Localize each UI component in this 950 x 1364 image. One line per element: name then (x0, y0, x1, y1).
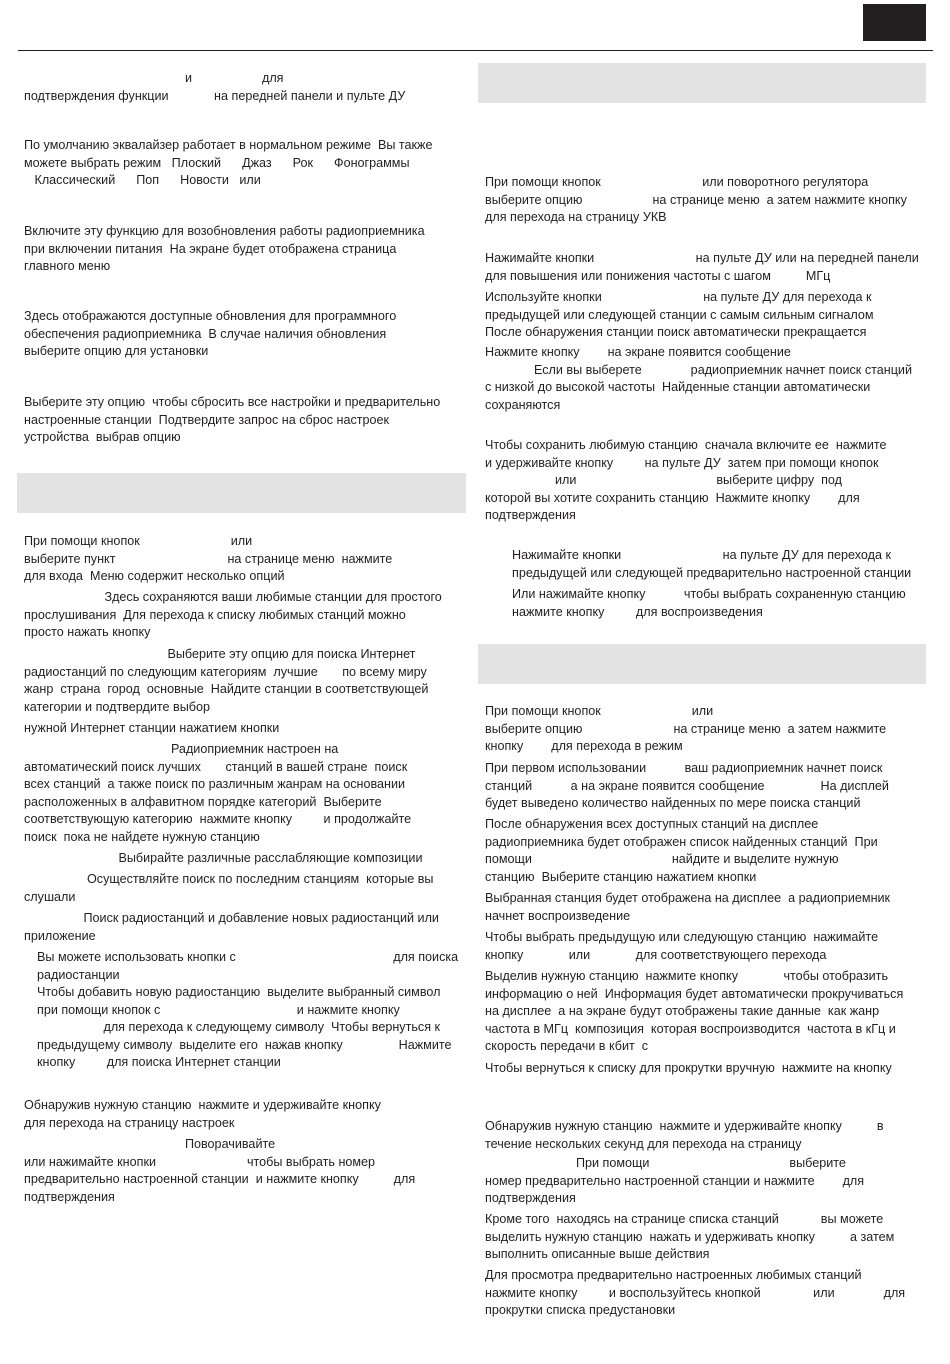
text-line: радиоприемника будет отображен список найденных станций При (485, 834, 878, 849)
text-line: настроенные станции Подтвердите запрос на сброс настроек (24, 412, 390, 427)
text-line: выделить нужную станцию нажать и удерживать кнопку а затем (485, 1229, 895, 1244)
text-line: нажмите кнопку для воспроизведения (512, 604, 763, 619)
text-line: По умолчанию эквалайзер работает в нормальном режиме Вы также (24, 138, 433, 152)
paragraph-station-info (485, 968, 903, 1056)
text-line: предварительно настроенной станции и нажмите кнопку для (24, 1172, 416, 1186)
text-line: течение нескольких секунд для перехода на страницу (485, 1136, 802, 1151)
text-line: Поиск радиостанций и добавление новых радиостанций или (24, 911, 439, 925)
text-line: для перехода к следующему символу Чтобы вернуться к (37, 1020, 441, 1034)
text-line: начнет воспроизведение (485, 908, 631, 923)
paragraph-save-preset (485, 437, 887, 525)
text-line: Осуществляйте поиск по последним станциям которые вы (24, 872, 434, 886)
text-line: категории и подтвердите выбор (24, 699, 210, 714)
paragraph-next-prev (485, 929, 878, 964)
text-line: сохраняются (485, 397, 561, 412)
text-line: После обнаружения всех доступных станций на дисплее (485, 817, 819, 831)
text-line: или выберите цифру под (485, 473, 843, 487)
text-line: Для просмотра предварительно настроенных любимых станций (485, 1268, 862, 1282)
text-line: с низкой до высокой частоты Найденные станции автоматически (485, 380, 871, 394)
paragraph-preset-scroll (485, 1267, 905, 1320)
paragraph-menu-select (24, 533, 392, 586)
text-line: нажмите кнопку и воспользуйтесь кнопкой или для (485, 1285, 906, 1300)
paragraph-software-update (24, 308, 396, 361)
text-line: для перехода на страницу настроек (24, 1115, 235, 1130)
text-line: которой вы хотите сохранить станцию Нажмите кнопку для (485, 490, 860, 505)
text-line: подтверждения (485, 1191, 576, 1205)
text-line: Чтобы добавить новую радиостанцию выделите выбранный символ (37, 985, 441, 999)
paragraph-station-list (24, 646, 428, 716)
text-line: информацию о ней Информация будет автоматически прокручиваться (485, 986, 904, 1001)
text-line: Нажимайте кнопки на пульте ДУ для перехода к (512, 548, 892, 562)
text-line: Если вы выберете радиоприемник начнет поиск станций (485, 362, 912, 377)
text-line: При первом использовании ваш радиоприемник начнет поиск (485, 761, 883, 775)
paragraph-station-found (485, 816, 878, 886)
paragraph-hold-settings (24, 1097, 381, 1132)
paragraph-auto-search (24, 741, 411, 846)
text-line: обеспечения радиоприемника В случае наличия обновления (24, 326, 387, 341)
paragraph-favorites (24, 589, 442, 642)
text-line: номер предварительно настроенной станции и нажмите для (485, 1173, 865, 1188)
text-line: выполнить описанные выше действия (485, 1247, 710, 1261)
text-line: Используйте кнопки на пульте ДУ для перехода к (485, 290, 872, 304)
text-line: Нажмите кнопку на экране появится сообщение (485, 345, 791, 359)
paragraph-relax (24, 850, 423, 868)
text-line: выберите пункт на странице меню нажмите (24, 551, 393, 566)
text-line: подтверждения (485, 508, 576, 522)
text-line: При помощи кнопок или (485, 704, 714, 718)
text-line: Выберите эту опцию для поиска Интернет (24, 647, 416, 661)
text-line: станций а на экране появится сообщение На дисплей (485, 778, 889, 793)
section-header-bar-left (17, 473, 466, 513)
text-line: можете выбрать режим Плоский Джаз Рок Фонограммы (24, 155, 410, 170)
text-line: При помощи кнопок или (24, 534, 253, 548)
text-line: Или нажимайте кнопку чтобы выбрать сохраненную станцию (512, 587, 906, 601)
paragraph-search-instructions (37, 949, 458, 1072)
text-line: Выбранная станция будет отображена на дисплее а радиоприемник (485, 891, 891, 905)
text-line: выберите опцию на странице меню а затем нажмите (485, 721, 887, 736)
text-line: кнопку или для соответствующего перехода (485, 947, 827, 962)
paragraph-station-list-hold (485, 1211, 894, 1264)
paragraph-preset-playback (512, 586, 906, 621)
text-line: или нажимайте кнопки чтобы выбрать номер (24, 1154, 376, 1169)
text-line: при включении питания На экране будет отображена страница (24, 241, 397, 256)
text-line: нужной Интернет станции нажатием кнопки (24, 721, 280, 735)
text-line: всех станций а также поиск по различным жанрам на основании (24, 777, 406, 791)
page-corner-tab (863, 4, 926, 41)
text-line: прослушивания Для перехода к списку любимых станций можно (24, 607, 406, 622)
text-line: соответствующую категорию нажмите кнопку и продолжайте (24, 812, 412, 826)
paragraph-scan (485, 344, 912, 414)
text-line: Чтобы выбрать предыдущую или следующую станцию нажимайте (485, 930, 879, 944)
paragraph-preset-confirm (485, 1155, 864, 1208)
paragraph-fm-enter (485, 174, 907, 227)
paragraph-equalizer (24, 137, 432, 190)
text-line: Здесь сохраняются ваши любимые станции для простого (24, 590, 442, 604)
text-line: Выбирайте различные расслабляющие композиции (24, 851, 423, 865)
text-line: скорость передачи в кбит с (485, 1039, 649, 1053)
text-line: просто нажать кнопку (24, 625, 151, 639)
text-line: главного меню (24, 259, 111, 273)
text-line: кнопку для поиска Интернет станции (37, 1055, 281, 1069)
text-line: Кроме того находясь на странице списка станций вы можете (485, 1212, 884, 1226)
section-header-bar-right-top (478, 63, 926, 103)
text-line: выберите опцию на странице меню а затем нажмите кнопку (485, 192, 907, 207)
paragraph-hold-preset (485, 1118, 884, 1153)
text-line: Нажимайте кнопки на пульте ДУ или на передней панели (485, 251, 919, 265)
paragraph-preset-select (24, 1136, 415, 1206)
text-line: приложение (24, 928, 96, 943)
paragraph-preset-navigation (512, 547, 911, 582)
paragraph-search-add (24, 910, 439, 945)
paragraph-first-scan (485, 760, 889, 813)
paragraph-playback-start (485, 890, 890, 925)
text-line: предыдущей или следующей станции с самым сильным сигналом (485, 307, 874, 322)
header-rule (18, 50, 933, 51)
paragraph-power-resume (24, 223, 425, 276)
text-line: автоматический поиск лучших станций в вашей стране поиск (24, 759, 408, 774)
paragraph-seek (485, 289, 874, 342)
paragraph-factory-reset (24, 394, 440, 447)
text-line: слушали (24, 889, 76, 904)
text-line: После обнаружения станции поиск автоматически прекращается (485, 325, 867, 339)
text-line: будет выведено количество найденных по мере поиска станций (485, 796, 861, 810)
text-line: для перехода на страницу УКВ (485, 210, 667, 224)
text-line: жанр страна город основные Найдите станции в соответствующей (24, 682, 429, 696)
text-line: подтверждения функции на передней панели и пульте ДУ (24, 88, 406, 103)
text-line: При помощи кнопок или поворотного регулятора (485, 175, 869, 189)
paragraph-dab-enter (485, 703, 886, 756)
text-line: прокрутки списка предустановки (485, 1303, 676, 1317)
text-line: предыдущему символу выделите его нажав кнопку Нажмите (37, 1037, 452, 1052)
text-line: Радиоприемник настроен на (24, 742, 339, 756)
text-line: для повышения или понижения частоты с шагом МГц (485, 268, 831, 283)
text-line: Обнаружив нужную станцию нажмите и удерживайте кнопку в (485, 1119, 884, 1133)
text-line: и для (24, 71, 284, 85)
paragraph-recent (24, 871, 434, 906)
text-line: выберите опцию для установки (24, 344, 209, 358)
text-line: устройства выбрав опцию (24, 430, 181, 444)
text-line: поиск пока не найдете нужную станцию (24, 829, 260, 844)
paragraph-confirm-function (24, 70, 405, 105)
text-line: Чтобы сохранить любимую станцию сначала включите ее нажмите (485, 438, 887, 452)
text-line: помощи найдите и выделите нужную (485, 852, 839, 866)
paragraph-select-station (24, 720, 279, 738)
text-line: радиостанции (37, 967, 120, 982)
text-line: радиостанций по следующим категориям лучшие по всему миру (24, 664, 427, 679)
text-line: Поворачивайте (24, 1137, 276, 1151)
text-line: Чтобы вернуться к списку для прокрутки вручную нажмите на кнопку (485, 1061, 892, 1075)
text-line: При помощи выберите (485, 1156, 846, 1170)
text-line: подтверждения (24, 1189, 115, 1204)
text-line: частота в МГц композиция которая воспроизводится частота в кГц и (485, 1021, 896, 1036)
text-line: для входа Меню содержит несколько опций (24, 569, 285, 583)
text-line: Выберите эту опцию чтобы сбросить все настройки и предварительно (24, 395, 441, 409)
text-line: Включите эту функцию для возобновления работы радиоприемника (24, 224, 425, 238)
text-line: при помощи кнопок с и нажмите кнопку (37, 1002, 400, 1017)
text-line: станцию Выберите станцию нажатием кнопки (485, 869, 757, 884)
text-line: Классический Поп Новости или (24, 173, 261, 187)
text-line: предыдущей или следующей предварительно настроенной станции (512, 565, 912, 580)
text-line: на дисплее а на экране будут отображены такие данные как жанр (485, 1004, 880, 1018)
text-line: расположенных в алфавитном порядке категорий Выберите (24, 794, 382, 809)
text-line: Выделив нужную станцию нажмите кнопку чтобы отобразить (485, 969, 889, 983)
text-line: Вы можете использовать кнопки с для поиска (37, 950, 459, 964)
paragraph-frequency-step (485, 250, 919, 285)
text-line: Здесь отображаются доступные обновления для программного (24, 309, 397, 323)
section-header-bar-right-mid (478, 644, 926, 684)
text-line: Обнаружив нужную станцию нажмите и удерживайте кнопку (24, 1098, 381, 1112)
text-line: и удерживайте кнопку на пульте ДУ затем при помощи кнопок (485, 455, 879, 470)
text-line: кнопку для перехода в режим (485, 739, 683, 753)
paragraph-return-list (485, 1060, 892, 1078)
